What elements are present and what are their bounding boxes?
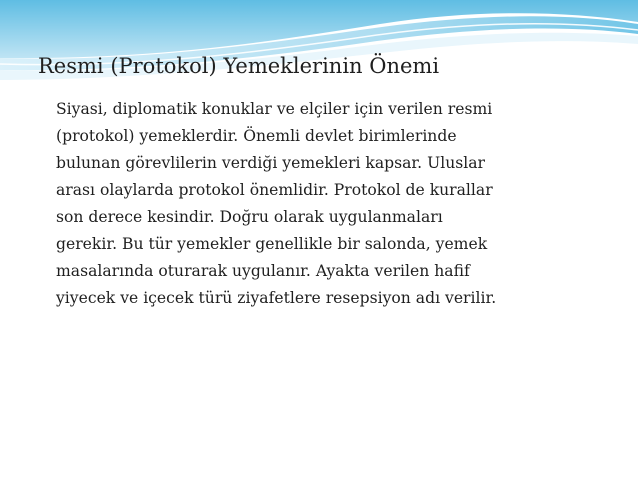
body-line: bulunan görevlilerin verdiği yemekleri kapsar. Uluslar <box>56 154 485 172</box>
body-line: yiyecek ve içecek türü ziyafetlere resepsiyon adı verilir. <box>56 289 497 307</box>
body-line: masalarında oturarak uygulanır. Ayakta verilen hafif <box>56 262 470 280</box>
body-line: son derece kesindir. Doğru olarak uygulanmaları <box>56 208 443 226</box>
wave-back <box>0 0 638 58</box>
slide-title: Resmi (Protokol) Yemeklerinin Önemi <box>38 54 440 78</box>
slide-body-text <box>56 96 616 312</box>
body-line: Siyasi, diplomatik konuklar ve elçiler için verilen resmi <box>56 100 493 118</box>
body-line: arası olaylarda protokol önemlidir. Protokol de kurallar <box>56 181 493 199</box>
body-line: (protokol) yemeklerdir. Önemli devlet birimlerinde <box>56 127 457 145</box>
body-line: gerekir. Bu tür yemekler genellikle bir salonda, yemek <box>56 235 488 253</box>
